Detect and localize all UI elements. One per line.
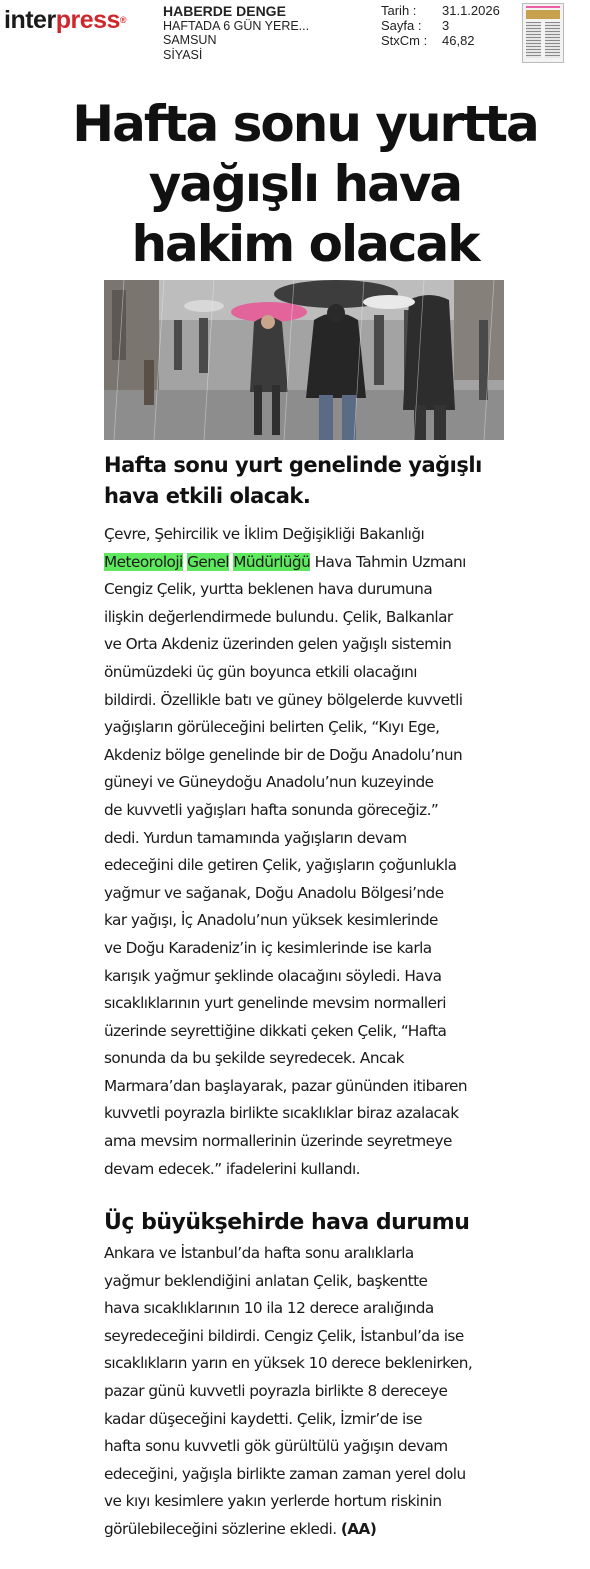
article-paragraph-2 <box>104 1240 514 1544</box>
headline-line: yağışlı hava <box>148 155 462 213</box>
body-line: kar yağışı, İç Anadolu’nun yüksek kesimlerinde <box>104 911 438 930</box>
body-line: de kuvvetli yağışları hafta sonunda göreceğiz.” <box>104 800 439 819</box>
body-line: Akdeniz bölge genelinde bir de Doğu Anadolu’nun <box>104 745 463 764</box>
body-line: güneyi ve Güneydoğu Anadolu’nun kuzeyinde <box>104 773 434 792</box>
publication-city: SAMSUN <box>163 33 217 47</box>
subheading-line: Hafta sonu yurt genelinde yağışlı <box>104 453 482 477</box>
body-line: ve Doğu Karadeniz’in iç kesimlerinde ise karla <box>104 938 432 957</box>
highlighted-word: Genel <box>187 552 229 571</box>
body-line: ve kıyı kesimlere yakın yerlerde hortum riskinin <box>104 1492 442 1511</box>
body-line: yağmur ve sağanak, Doğu Anadolu Bölgesi’nde <box>104 883 444 902</box>
body-line: kuvvetli poyrazla birlikte sıcaklıklar biraz azalacak <box>104 1104 459 1123</box>
body-line: seyredeceğini bildirdi. Cengiz Çelik, İstanbul’da ise <box>104 1326 464 1345</box>
rainy-street-photo <box>104 280 504 440</box>
thumbnail-column <box>545 22 560 58</box>
body-line: dedi. Yurdun tamamında yağışların devam <box>104 828 407 847</box>
article-subheading <box>104 450 514 512</box>
body-line: yağışların görüleceğini belirten Çelik, “Kıyı Ege, <box>104 718 440 737</box>
body-line: Ankara ve İstanbul’da hafta sonu aralıklarla <box>104 1244 414 1262</box>
body-line: Meteoroloji Genel Müdürlüğü Hava Tahmin Uzmanı <box>104 552 466 571</box>
article-paragraph-1 <box>104 521 514 1183</box>
body-line: ve Orta Akdeniz üzerinden gelen yağışlı sistemin <box>104 635 452 654</box>
body-line: hava sıcaklıklarının 10 ila 12 derece aralığında <box>104 1299 434 1318</box>
stxcm-value: 46,82 <box>442 33 475 48</box>
body-line: kadar düşeceğini kaydetti. Çelik, İzmir’de ise <box>104 1409 423 1428</box>
publication-name: HABERDE DENGE <box>163 3 286 19</box>
page-label: Sayfa : <box>381 18 422 33</box>
body-line: pazar günü kuvvetli poyrazla birlikte 8 dereceye <box>104 1381 448 1400</box>
highlighted-word: Meteoroloji <box>104 552 183 571</box>
subheading-line: hava etkili olacak. <box>104 484 311 508</box>
body-line: hafta sonu kuvvetli gök gürültülü yağışın devam <box>104 1437 448 1456</box>
body-line: edeceğini, yağışla birlikte zaman zaman yerel dolu <box>104 1464 466 1483</box>
thumbnail-column <box>526 22 541 58</box>
body-line: Çevre, Şehircilik ve İklim Değişikliği Bakanlığı <box>104 525 425 543</box>
publication-info <box>163 4 309 62</box>
body-line: edeceğini dile getiren Çelik, yağışların çoğunlukla <box>104 856 457 875</box>
page-thumbnail[interactable] <box>522 3 564 63</box>
publication-subtitle: HAFTADA 6 GÜN YERE... <box>163 18 310 33</box>
date-value: 31.1.2026 <box>442 3 500 18</box>
highlighted-word: Müdürlüğü <box>233 552 311 571</box>
publication-category: SİYASİ <box>163 47 203 62</box>
interpress-logo: interpress® <box>4 6 127 34</box>
body-line: ilişkin değerlendirmede bulundu. Çelik, Balkanlar <box>104 607 453 626</box>
page-value: 3 <box>442 18 450 33</box>
date-label: Tarih : <box>381 3 417 18</box>
body-line: bildirdi. Özellikle batı ve güney bölgelerde kuvvetli <box>104 690 463 709</box>
clipping-meta <box>381 3 500 48</box>
headline-line: hakim olacak <box>131 215 479 273</box>
body-line: yağmur beklendiğini anlatan Çelik, başkentte <box>104 1271 428 1290</box>
stxcm-label: StxCm : <box>381 33 428 48</box>
thumbnail-header-strip <box>526 6 560 8</box>
article-headline <box>60 94 550 274</box>
headline-line: Hafta sonu yurtta <box>72 95 538 153</box>
body-line: üzerinde seyrettiğine dikkati çeken Çelik, “Hafta <box>104 1021 447 1040</box>
body-line: karışık yağmur şeklinde olacağını söyledi. Hava <box>104 966 442 985</box>
body-line: Marmara’dan başlayarak, pazar gününden itibaren <box>104 1076 467 1095</box>
source-credit: (AA) <box>340 1519 377 1538</box>
body-line: görülebileceğini sözlerine ekledi. (AA) <box>104 1519 377 1538</box>
body-line: sonunda da bu şekilde seyredecek. Ancak <box>104 1049 404 1068</box>
body-line: sıcaklıkların yarın en yüksek 10 derece beklenirken, <box>104 1354 473 1373</box>
article-photo <box>104 280 504 440</box>
body-line: önümüzdeki üç gün boyunca etkili olacağını <box>104 662 418 681</box>
body-line: sıcaklıklarının yurt genelinde mevsim normalleri <box>104 994 446 1013</box>
body-line: devam edecek.” ifadelerini kullandı. <box>104 1159 360 1178</box>
section-title: Üç büyükşehirde hava durumu <box>104 1210 470 1235</box>
body-line: ama mevsim normallerinin üzerinde seyretmeye <box>104 1132 452 1151</box>
body-line: Cengiz Çelik, yurtta beklenen hava durumuna <box>104 580 433 599</box>
thumbnail-photo <box>526 10 560 19</box>
